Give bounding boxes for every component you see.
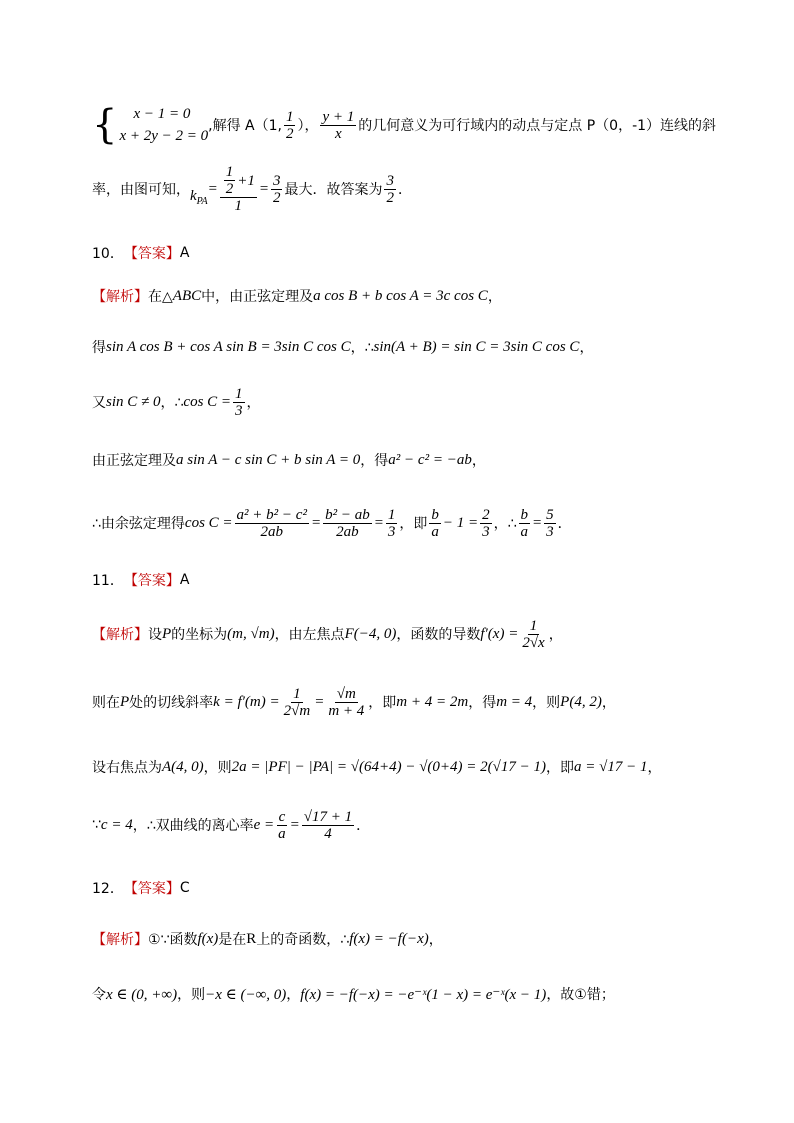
equation-system	[119, 103, 208, 147]
denominator: 2	[386, 189, 394, 206]
text: 处的切线斜率	[129, 695, 214, 711]
denominator: x	[335, 125, 342, 142]
numerator: 5	[546, 506, 554, 523]
math: f′(x) =	[480, 625, 519, 642]
math: cos C =	[184, 514, 233, 531]
math: P(4, 2)	[560, 693, 602, 710]
denominator: 2ab	[336, 523, 359, 540]
fraction	[326, 686, 366, 719]
answer-choice: A	[179, 245, 190, 261]
text: ，	[286, 987, 301, 1003]
analysis-10-line-3	[92, 380, 261, 424]
text: ．	[356, 818, 371, 834]
answer-choice: A	[179, 572, 190, 588]
text: ，则	[203, 760, 232, 776]
k-symbol: k	[190, 187, 197, 204]
analysis-11-line-4	[92, 802, 370, 848]
text: 的坐标为	[171, 627, 228, 643]
math: m + 4 = 2m	[396, 693, 469, 710]
question-number: 12．	[92, 881, 124, 897]
text: ，即	[368, 695, 397, 711]
text: ∴由余弦定理得	[92, 516, 185, 532]
plus-one: +1	[237, 172, 255, 189]
text: 率，由图可知，	[92, 182, 190, 198]
question-number: 11．	[92, 573, 124, 589]
denominator: 3	[235, 402, 243, 419]
denominator: 2	[225, 181, 234, 197]
denominator: a	[431, 523, 439, 540]
fraction	[284, 109, 296, 142]
text: ，∴	[493, 516, 517, 532]
numerator: 3	[386, 172, 394, 189]
math: − 1 =	[442, 514, 479, 531]
analysis-11-line-2	[92, 680, 616, 724]
math: f(x)	[197, 930, 219, 947]
math: cos C =	[183, 393, 232, 410]
denominator: 4	[324, 825, 332, 842]
denominator: m + 4	[328, 702, 365, 719]
numerator: y + 1	[322, 108, 355, 125]
math: sin A cos B + cos A sin B = 3sin C cos C	[106, 338, 351, 355]
answer-12	[92, 878, 190, 898]
math: k = f′(m) =	[213, 693, 280, 710]
fraction	[276, 809, 288, 842]
equals: =	[310, 514, 322, 531]
equals: =	[289, 816, 300, 833]
numerator: 3	[272, 172, 281, 189]
math: m = 4	[496, 693, 533, 710]
text: ，	[579, 340, 594, 356]
answer-tag: 【答案】	[123, 881, 180, 897]
math: e =	[253, 816, 275, 833]
analysis-11-line-3	[92, 755, 662, 779]
k-pa	[190, 188, 208, 207]
numerator: √m	[336, 685, 356, 702]
complex-fraction	[220, 164, 257, 214]
math: a cos B + b cos A = 3c cos C	[313, 287, 488, 304]
equals: =	[314, 693, 325, 710]
text: 由正弦定理及	[92, 453, 176, 469]
equation-2: x + 2y − 2 = 0	[119, 128, 209, 144]
text: ，∴	[350, 340, 374, 356]
inner-fraction	[224, 164, 236, 197]
numerator: 1	[293, 685, 301, 702]
fraction	[323, 507, 372, 540]
text: 得	[92, 340, 106, 356]
text: 则在	[92, 695, 120, 711]
math: f(x) = −f(−x) = −e⁻ˣ(1 − x) = e⁻ˣ(x − 1)	[300, 986, 547, 1003]
text: ，则	[532, 695, 561, 711]
equation-1: x − 1 = 0	[133, 106, 191, 122]
k-subscript: PA	[196, 195, 208, 207]
math: sin(A + B) = sin C = 3sin C cos C	[373, 338, 580, 355]
math: sin C ≠ 0	[106, 393, 161, 410]
fraction	[235, 507, 309, 540]
text: ，	[548, 627, 563, 643]
numerator: c	[278, 808, 286, 825]
text: ，故①错；	[546, 987, 615, 1003]
text: ，由左焦点	[274, 627, 345, 643]
fraction	[386, 507, 398, 540]
denominator: 2ab	[260, 523, 283, 540]
math: A(4, 0)	[162, 758, 204, 775]
numerator: √17 + 1	[303, 808, 353, 825]
fraction	[282, 686, 313, 719]
answer-10	[92, 243, 189, 263]
fraction	[320, 109, 356, 142]
text: ，函数的导数	[396, 627, 481, 643]
denominator: 3	[387, 523, 396, 540]
denominator: 2	[285, 125, 294, 142]
math: c = 4	[100, 816, 133, 833]
text: ，得	[468, 695, 497, 711]
text: ），	[297, 118, 319, 134]
system-brace: {	[92, 102, 118, 148]
text: ∵	[92, 817, 101, 833]
analysis-tag: 【解析】	[92, 289, 148, 305]
text: ．	[397, 182, 412, 198]
equals: =	[207, 180, 218, 197]
text: ，	[487, 289, 502, 305]
denominator: 1	[234, 198, 243, 214]
math: −x ∈ (−∞, 0)	[205, 986, 287, 1003]
text: ，	[246, 395, 261, 411]
numerator: 1	[285, 108, 294, 125]
analysis-10-line-2	[92, 336, 593, 358]
analysis-10-line-4	[92, 449, 486, 471]
math: F(−4, 0)	[344, 625, 397, 642]
denominator: 3	[546, 523, 554, 540]
text: 设右焦点为	[92, 760, 162, 776]
text: ①∵函数	[148, 932, 198, 948]
complex-numerator	[220, 164, 257, 198]
math: a sin A − c sin C + b sin A = 0	[176, 451, 361, 468]
denominator: a	[278, 825, 286, 842]
text: 设	[148, 627, 162, 643]
analysis-tag: 【解析】	[92, 932, 148, 948]
text: ，	[428, 932, 443, 948]
numerator: a² + b² − c²	[236, 506, 307, 523]
solution-line-1	[92, 103, 716, 147]
text: ，	[647, 760, 662, 776]
answer-tag: 【答案】	[123, 246, 180, 262]
solution-line-2	[92, 160, 412, 218]
question-number: 10．	[92, 246, 124, 262]
fraction	[384, 173, 396, 206]
math: 2a = |PF| − |PA| = √(64+4) − √(0+4) = 2(√17 − 1)	[231, 758, 547, 775]
numerator: b² − ab	[325, 506, 370, 523]
text: 最大．故答案为	[284, 182, 383, 198]
text: ，则	[177, 987, 206, 1003]
text: ,解得 A（1,	[208, 118, 282, 134]
analysis-12-line-1	[92, 928, 443, 950]
text: ，得	[360, 453, 389, 469]
math: (m, √m)	[227, 625, 275, 642]
math: ABC	[172, 287, 202, 304]
analysis-10-line-5	[92, 500, 572, 546]
numerator: 1	[235, 385, 243, 402]
denominator: a	[520, 523, 528, 540]
numerator: 1	[529, 617, 538, 634]
numerator: b	[520, 506, 528, 523]
text: 上的奇函数，∴	[256, 932, 350, 948]
denominator: 2√x	[522, 634, 545, 651]
fraction	[480, 507, 492, 540]
analysis-12-line-2	[92, 983, 615, 1005]
numerator: 1	[225, 164, 234, 180]
math: a² − c² = −ab	[388, 451, 472, 468]
analysis-tag: 【解析】	[92, 627, 148, 643]
math: P	[162, 625, 172, 642]
math: a = √17 − 1	[574, 758, 648, 775]
fraction	[519, 507, 531, 540]
numerator: b	[431, 506, 439, 523]
denominator: 2	[272, 189, 281, 206]
text: ，即	[399, 516, 428, 532]
equals: =	[258, 180, 269, 197]
text: 又	[92, 395, 106, 411]
fraction	[271, 173, 283, 206]
equals: =	[373, 514, 384, 531]
math: P	[120, 693, 130, 710]
math: f(x) = −f(−x)	[349, 930, 429, 947]
fraction	[544, 507, 556, 540]
denominator: 3	[482, 523, 490, 540]
analysis-11-line-1	[92, 612, 563, 656]
text: 是在	[218, 932, 247, 948]
answer-tag: 【答案】	[123, 573, 180, 589]
analysis-10-line-1	[92, 285, 502, 307]
text: 在△	[148, 289, 173, 305]
math: x ∈ (0, +∞)	[106, 986, 178, 1003]
denominator: 2√m	[283, 702, 311, 719]
math: R	[246, 930, 257, 947]
text: ，	[471, 453, 486, 469]
fraction	[302, 809, 354, 842]
text: ．	[557, 516, 572, 532]
text: 的几何意义为可行域内的动点与定点 P（0，-1）连线的斜	[358, 118, 717, 134]
text: ，∴双曲线的离心率	[132, 818, 254, 834]
numerator: 1	[387, 506, 396, 523]
numerator: 2	[482, 506, 490, 523]
fraction	[520, 618, 546, 651]
text: ，	[601, 695, 616, 711]
answer-choice: C	[179, 880, 190, 896]
text: 令	[92, 987, 106, 1003]
text: 中，由正弦定理及	[201, 289, 314, 305]
text: ，即	[546, 760, 575, 776]
math: =	[532, 514, 543, 531]
fraction	[429, 507, 441, 540]
fraction	[233, 386, 245, 419]
text: ，∴	[160, 395, 184, 411]
answer-11	[92, 570, 189, 590]
